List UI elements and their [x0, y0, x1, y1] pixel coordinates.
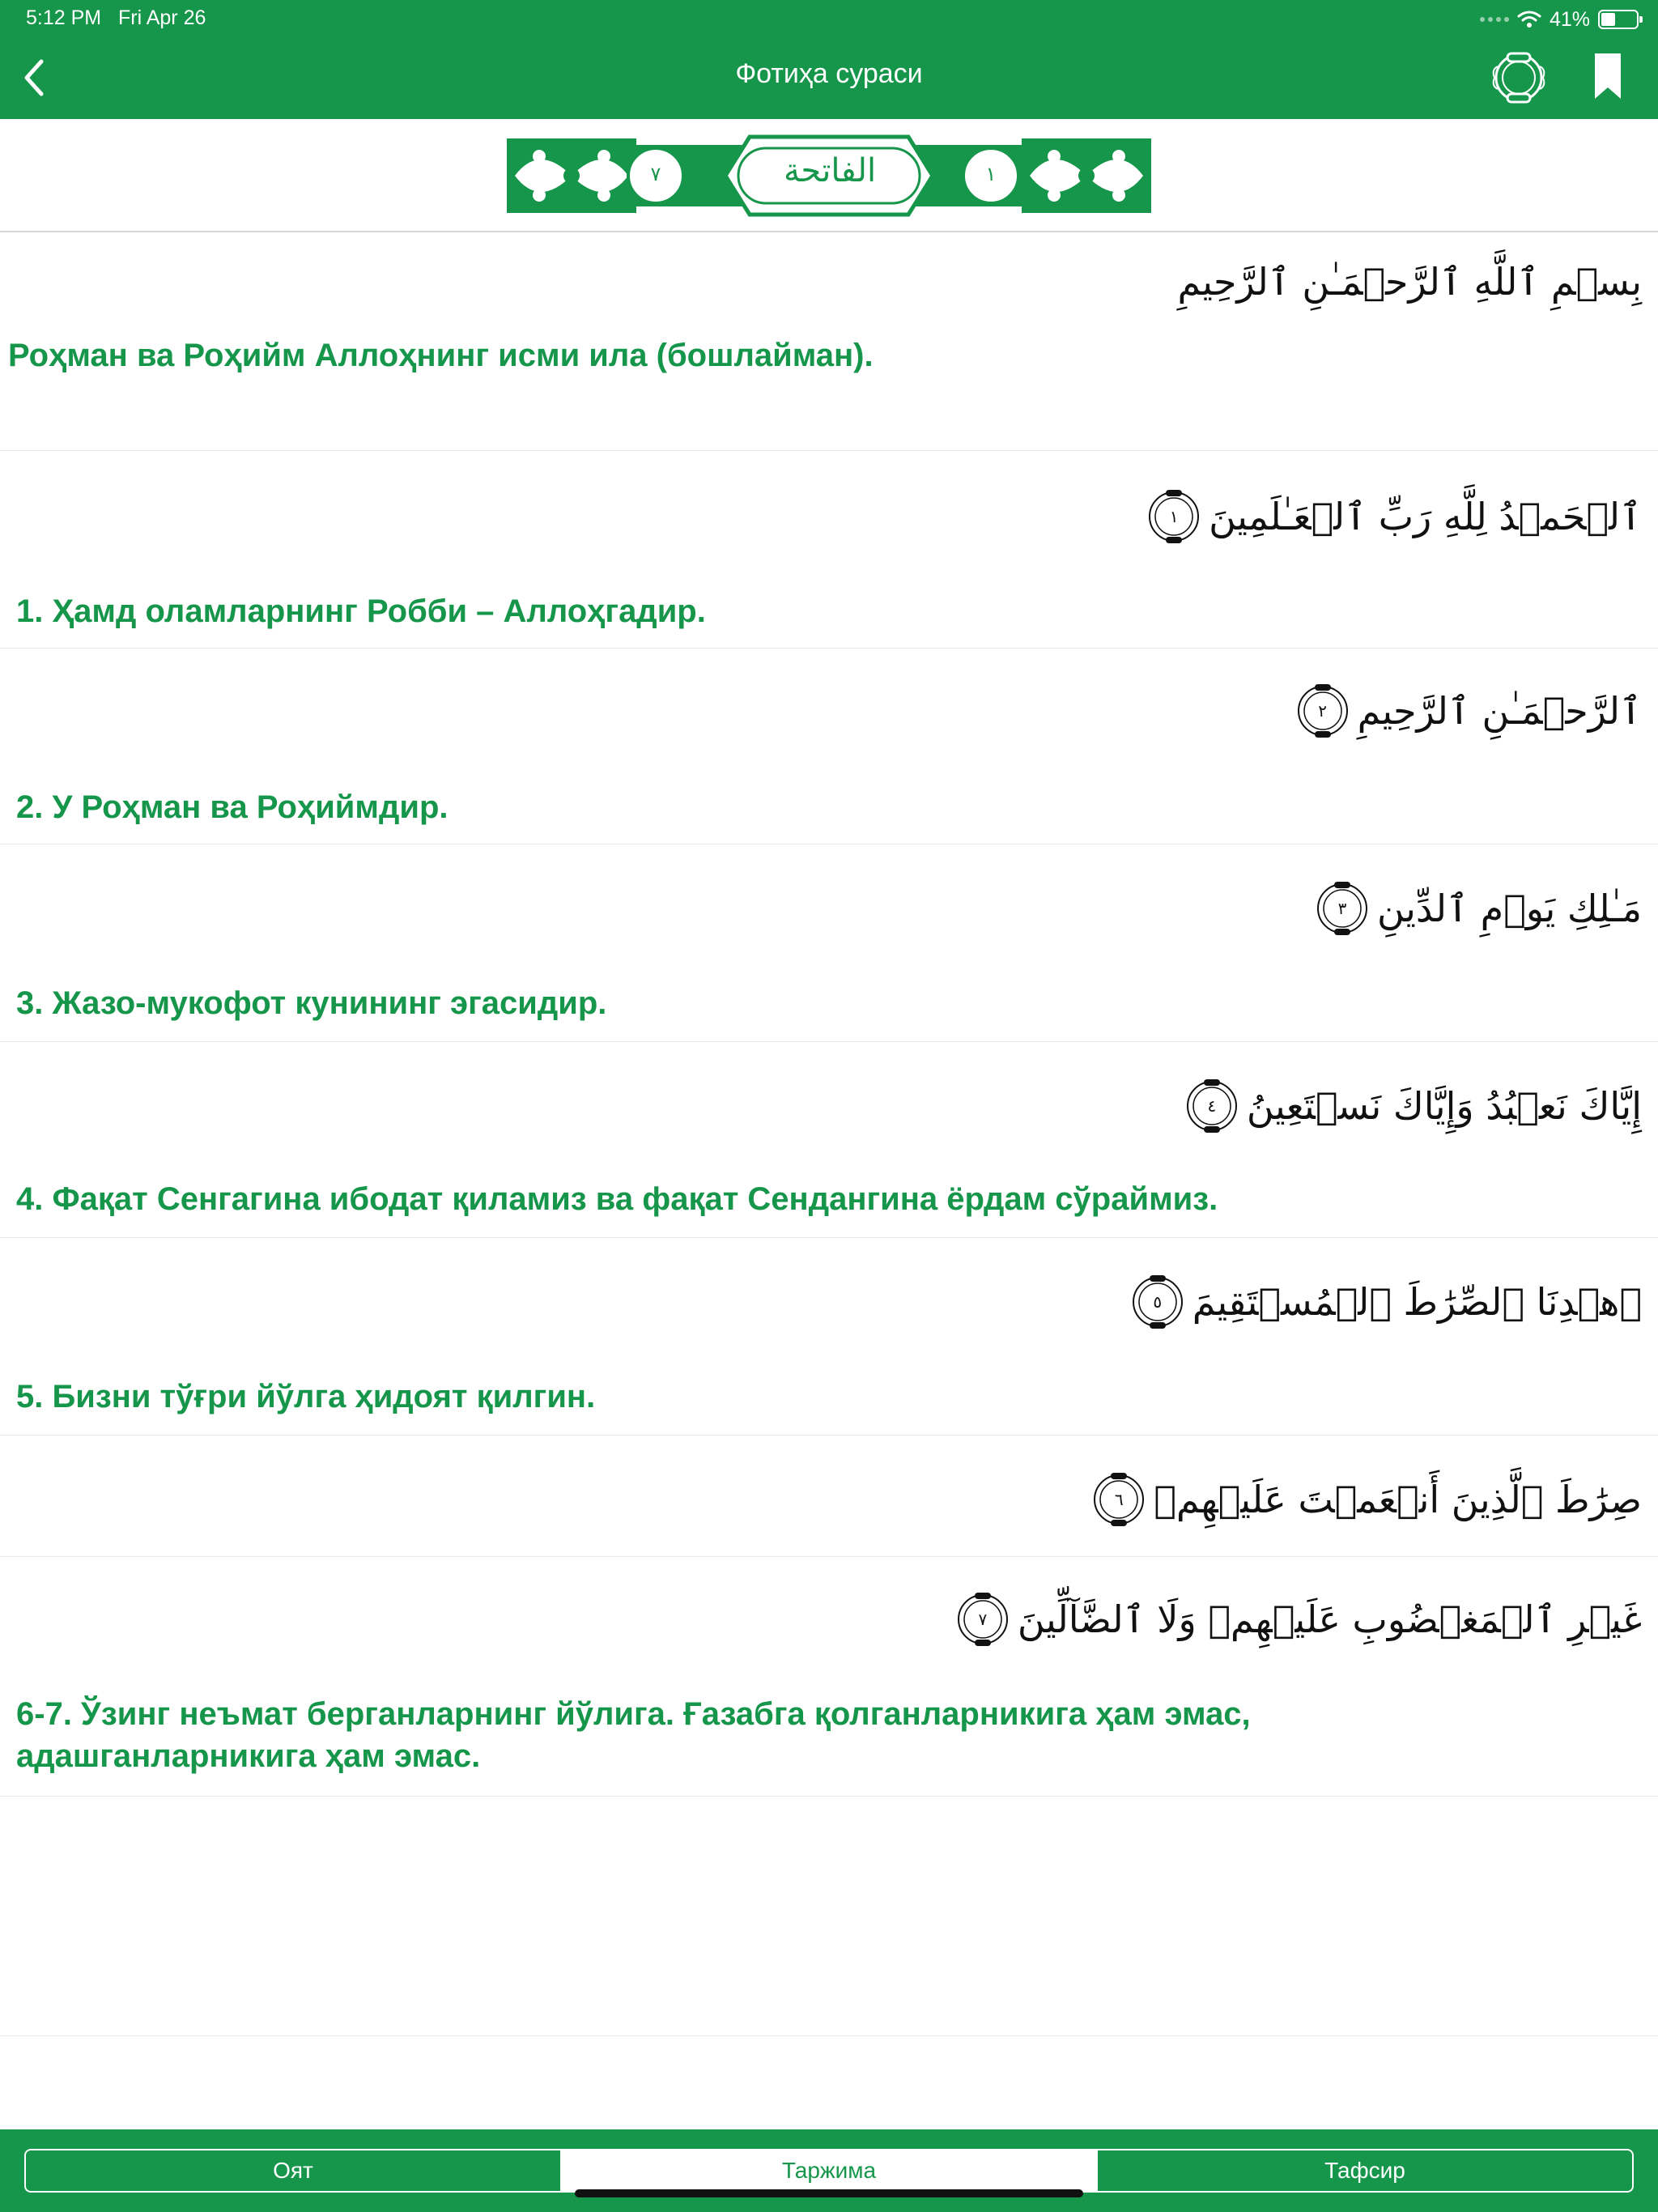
verse-translation: 3. Жазо-мукофот кунининг эгасидир. — [16, 985, 607, 1021]
bismillah-arabic: بِسۡمِ ٱللَّهِ ٱلرَّحۡمَـٰنِ ٱلرَّحِيمِ — [1177, 260, 1642, 304]
verse-row[interactable] — [0, 1436, 1658, 1557]
ayah-number-marker — [1314, 880, 1371, 937]
ayah-number: ٤ — [1207, 1096, 1217, 1116]
battery-percent: 41% — [1549, 7, 1590, 31]
verse-row[interactable] — [0, 649, 1658, 844]
battery-icon — [1598, 10, 1639, 29]
tab-tafsir[interactable]: Тафсир — [1324, 2158, 1405, 2183]
ayah-number: ٥ — [1153, 1292, 1163, 1312]
cellular-signal-icon — [1480, 17, 1509, 22]
verse-arabic: ٱلرَّحۡمَـٰنِ ٱلرَّحِيمِ — [1357, 689, 1642, 733]
ayah-number: ٢ — [1318, 701, 1327, 721]
ayah-number-marker — [1146, 488, 1202, 545]
verse-arabic: ٱهۡدِنَا ٱلصِّرَٰطَ ٱلۡمُسۡتَقِيمَ — [1192, 1280, 1642, 1324]
status-time: 5:12 PM — [26, 6, 102, 29]
verse-arabic: غَيۡرِ ٱلۡمَغۡضُوبِ عَلَيۡهِمۡ وَلَا ٱلضَّآلِّينَ — [1017, 1597, 1642, 1641]
wifi-icon — [1517, 10, 1541, 29]
bottom-tab-bar — [0, 2129, 1658, 2212]
chevron-left-icon — [22, 58, 46, 97]
verse-row[interactable] — [0, 844, 1658, 1042]
home-indicator[interactable] — [575, 2189, 1083, 2197]
verse-translation: 4. Фақат Сенгагина ибодат қиламиз ва фақат Сендангина ёрдам сўраймиз. — [16, 1181, 1218, 1217]
verse-row[interactable] — [0, 1557, 1658, 1797]
verse-row[interactable] — [0, 1238, 1658, 1436]
ayah-number-marker — [1129, 1274, 1186, 1330]
surah-number: ١ — [985, 163, 997, 185]
verse-translation: 6-7. Ўзинг неъмат берганларнинг йўлига. Ғазабга қолганларникига ҳам эмас, адашганларникига ҳам эмас. — [16, 1696, 1251, 1774]
bismillah-block[interactable] — [0, 234, 1658, 451]
ayah-number: ١ — [1169, 507, 1179, 526]
ayah-number: ٧ — [978, 1610, 988, 1629]
tab-oyat[interactable]: Оят — [26, 2150, 562, 2191]
ayah-number-marker — [1184, 1078, 1240, 1134]
tab-tarjima[interactable]: Таржима — [562, 2150, 1098, 2191]
app-header — [0, 0, 1658, 119]
verse-arabic: صِرَٰطَ ٱلَّذِينَ أَنۡعَمۡتَ عَلَيۡهِمۡ — [1154, 1478, 1642, 1521]
verse-arabic: مَـٰلِكِ يَوۡمِ ٱلدِّينِ — [1377, 887, 1642, 930]
verse-arabic: ٱلۡحَمۡدُ لِلَّهِ رَبِّ ٱلۡعَـٰلَمِينَ — [1209, 495, 1642, 538]
ayah-number: ٦ — [1114, 1490, 1124, 1509]
view-mode-segmented-control — [24, 2149, 1634, 2193]
verse-row[interactable] — [0, 451, 1658, 649]
battery-fill — [1601, 13, 1615, 26]
bookmark-button[interactable] — [1592, 52, 1624, 102]
status-date: Fri Apr 26 — [118, 6, 206, 29]
surah-title-banner — [0, 119, 1658, 232]
verse-translation: 1. Ҳамд оламларнинг Робби – Аллоҳгадир. — [16, 593, 706, 629]
status-indicators — [1480, 5, 1639, 34]
surah-arabic-name: الفاتحة — [783, 152, 877, 189]
verse-translation: 2. У Роҳман ва Роҳиймдир. — [16, 789, 449, 825]
surah-ayah-count: ٧ — [650, 163, 661, 185]
page-title: Фотиҳа сураси — [735, 58, 923, 89]
verse-row[interactable] — [0, 1042, 1658, 1238]
ayah-number: ٣ — [1337, 899, 1347, 918]
ayah-number-marker — [954, 1591, 1011, 1648]
list-spacer — [0, 1797, 1658, 2036]
verse-arabic: إِيَّاكَ نَعۡبُدُ وَإِيَّاكَ نَسۡتَعِينُ — [1246, 1084, 1642, 1128]
ornament-button[interactable] — [1488, 50, 1550, 105]
ayah-number-marker — [1295, 683, 1351, 739]
bismillah-translation: Роҳман ва Роҳийм Аллоҳнинг исми ила (бошлайман). — [8, 338, 874, 373]
ornament-icon — [1488, 50, 1550, 105]
ayah-number-marker — [1090, 1471, 1147, 1528]
bookmark-icon — [1592, 52, 1624, 102]
back-button[interactable] — [13, 53, 55, 102]
verse-translation: 5. Бизни тўғри йўлга ҳидоят қилгин. — [16, 1379, 596, 1414]
